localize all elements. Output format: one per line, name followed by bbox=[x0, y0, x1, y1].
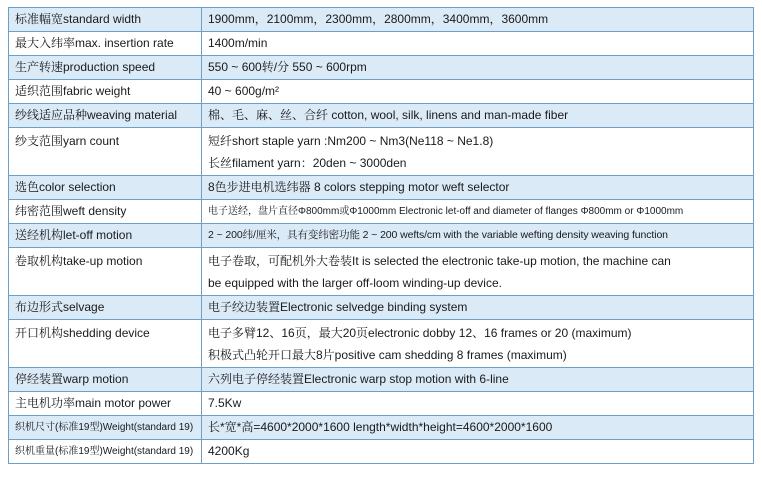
row-label: 适织范围fabric weight bbox=[9, 80, 202, 104]
table-row bbox=[9, 224, 754, 248]
table-row bbox=[9, 32, 754, 56]
row-value: 电子绞边装置Electronic selvedge binding system bbox=[202, 296, 754, 320]
table-row bbox=[9, 56, 754, 80]
row-label: 标准幅宽standard width bbox=[9, 8, 202, 32]
row-value: 550 ~ 600转/分 550 ~ 600rpm bbox=[202, 56, 754, 80]
table-row bbox=[9, 80, 754, 104]
row-value: 电子送经，盘片直径Φ800mm或Φ1000mm Electronic let-off and diameter of flanges Φ800mm or Φ1000mm bbox=[202, 200, 754, 224]
row-value: 40 ~ 600g/m² bbox=[202, 80, 754, 104]
row-value bbox=[202, 128, 754, 176]
row-label: 选色color selection bbox=[9, 176, 202, 200]
row-value: 8色步进电机选纬器 8 colors stepping motor weft selector bbox=[202, 176, 754, 200]
row-value: 1400m/min bbox=[202, 32, 754, 56]
row-label: 送经机构let-off motion bbox=[9, 224, 202, 248]
table-row bbox=[9, 368, 754, 392]
spec-table bbox=[8, 7, 754, 464]
table-row bbox=[9, 296, 754, 320]
table-row bbox=[9, 128, 754, 176]
row-value bbox=[202, 248, 754, 296]
row-value: 1900mm，2100mm，2300mm，2800mm，3400mm，3600mm bbox=[202, 8, 754, 32]
table-row bbox=[9, 176, 754, 200]
row-label: 生产转速production speed bbox=[9, 56, 202, 80]
row-value: 六列电子停经装置Electronic warp stop motion with 6-line bbox=[202, 368, 754, 392]
table-row bbox=[9, 392, 754, 416]
table-row bbox=[9, 440, 754, 464]
table-row bbox=[9, 8, 754, 32]
row-label: 最大入纬率max. insertion rate bbox=[9, 32, 202, 56]
table-row bbox=[9, 248, 754, 296]
row-label: 布边形式selvage bbox=[9, 296, 202, 320]
table-row bbox=[9, 320, 754, 368]
row-label: 卷取机构take-up motion bbox=[9, 248, 202, 296]
row-value-line-2: 长丝filament yarn：20den ~ 3000den bbox=[208, 155, 407, 170]
row-label: 纱线适应品种weaving material bbox=[9, 104, 202, 128]
row-value: 长*宽*高=4600*2000*1600 length*width*height=4600*2000*1600 bbox=[202, 416, 754, 440]
table-row bbox=[9, 104, 754, 128]
row-label: 开口机构shedding device bbox=[9, 320, 202, 368]
row-value bbox=[202, 320, 754, 368]
table-row bbox=[9, 200, 754, 224]
row-label: 纬密范围weft density bbox=[9, 200, 202, 224]
row-value: 2 ~ 200纬/厘米，具有变纬密功能 2 ~ 200 wefts/cm with the variable wefting density weaving function bbox=[202, 224, 754, 248]
row-value-line-2: be equipped with the larger off-loom winding-up device. bbox=[208, 275, 502, 290]
row-label: 织机尺寸(标准19型)Weight(standard 19) bbox=[9, 416, 202, 440]
row-label: 纱支范围yarn count bbox=[9, 128, 202, 176]
row-value-line-1: 短纤short staple yarn :Nm200 ~ Nm3(Ne118 ~ Ne1.8) bbox=[208, 133, 494, 148]
row-value-line-2: 积极式凸轮开口最大8片positive cam shedding 8 frames (maximum) bbox=[208, 347, 567, 362]
row-value: 7.5Kw bbox=[202, 392, 754, 416]
row-value: 棉、毛、麻、丝、合纤 cotton, wool, silk, linens and man-made fiber bbox=[202, 104, 754, 128]
table-row bbox=[9, 416, 754, 440]
row-value-line-1: 电子卷取，可配机外大卷装It is selected the electronic take-up motion, the machine can bbox=[208, 253, 671, 268]
spec-sheet bbox=[8, 7, 754, 464]
row-value-line-1: 电子多臂12、16页，最大20页electronic dobby 12、16 frames or 20 (maximum) bbox=[208, 325, 632, 340]
row-label: 织机重量(标准19型)Weight(standard 19) bbox=[9, 440, 202, 464]
row-label: 主电机功率main motor power bbox=[9, 392, 202, 416]
row-label: 停经装置warp motion bbox=[9, 368, 202, 392]
row-value: 4200Kg bbox=[202, 440, 754, 464]
